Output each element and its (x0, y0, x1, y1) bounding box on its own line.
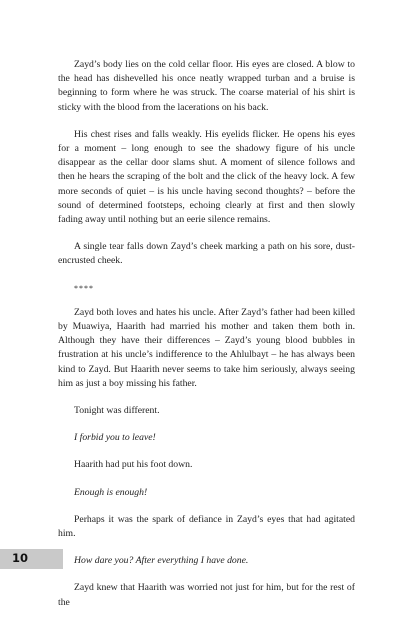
paragraph-2: His chest rises and falls weakly. His eyelids flicker. He opens his eyes for a moment – long enough to see the shadowy figure of his uncle disappear as the cellar door slams shut. A moment of silence follows and then he hears the scraping of the bolt and the click of the heavy lock. A few more seconds of quiet – is his uncle having second thoughts? – before the sound of determined footsteps, echoing clearly at first and then slowly fading away until nothing but an eerie silence remains. (58, 128, 355, 226)
paragraph-1: Zayd’s body lies on the cold cellar floor. His eyes are closed. A blow to the head has dishevelled his once neatly wrapped turban and a bruise is beginning to form where he was struck. The coarse material of his shirt is sticky with the blood from the lacerations on his back. (58, 59, 355, 113)
paragraph-6-dialogue: I forbid you to leave! (74, 432, 156, 444)
paragraph-4: Zayd both loves and hates his uncle. After Zayd’s father had been killed by Muawiya, Haarith had married his mother and taken them both in. Although they have their differences – Zayd’s young blood bubbles in frustration at his uncle’s indifference to the Ahlulbayt – he has always been kind to Zayd. But Haarith never seems to take him seriously, always seeing him as just a boy missing his father. (58, 306, 355, 389)
paragraph-11: Zayd knew that Haarith was worried not just for him, but for the rest of the (58, 582, 355, 608)
page-number: 10 (12, 551, 29, 565)
section-separator: **** (74, 283, 94, 293)
paragraph-10-dialogue: How dare you? After everything I have done. (74, 555, 249, 567)
page-number-tab (0, 549, 63, 569)
paragraph-5: Tonight was different. (74, 405, 160, 417)
paragraph-9: Perhaps it was the spark of defiance in Zayd’s eyes that had agitated him. (58, 513, 355, 540)
paragraph-3: A single tear falls down Zayd’s cheek marking a path on his sore, dust-encrusted cheek. (58, 241, 355, 267)
paragraph-8-dialogue: Enough is enough! (74, 486, 148, 498)
body-text (58, 58, 355, 623)
paragraph-7: Haarith had put his foot down. (74, 459, 193, 471)
